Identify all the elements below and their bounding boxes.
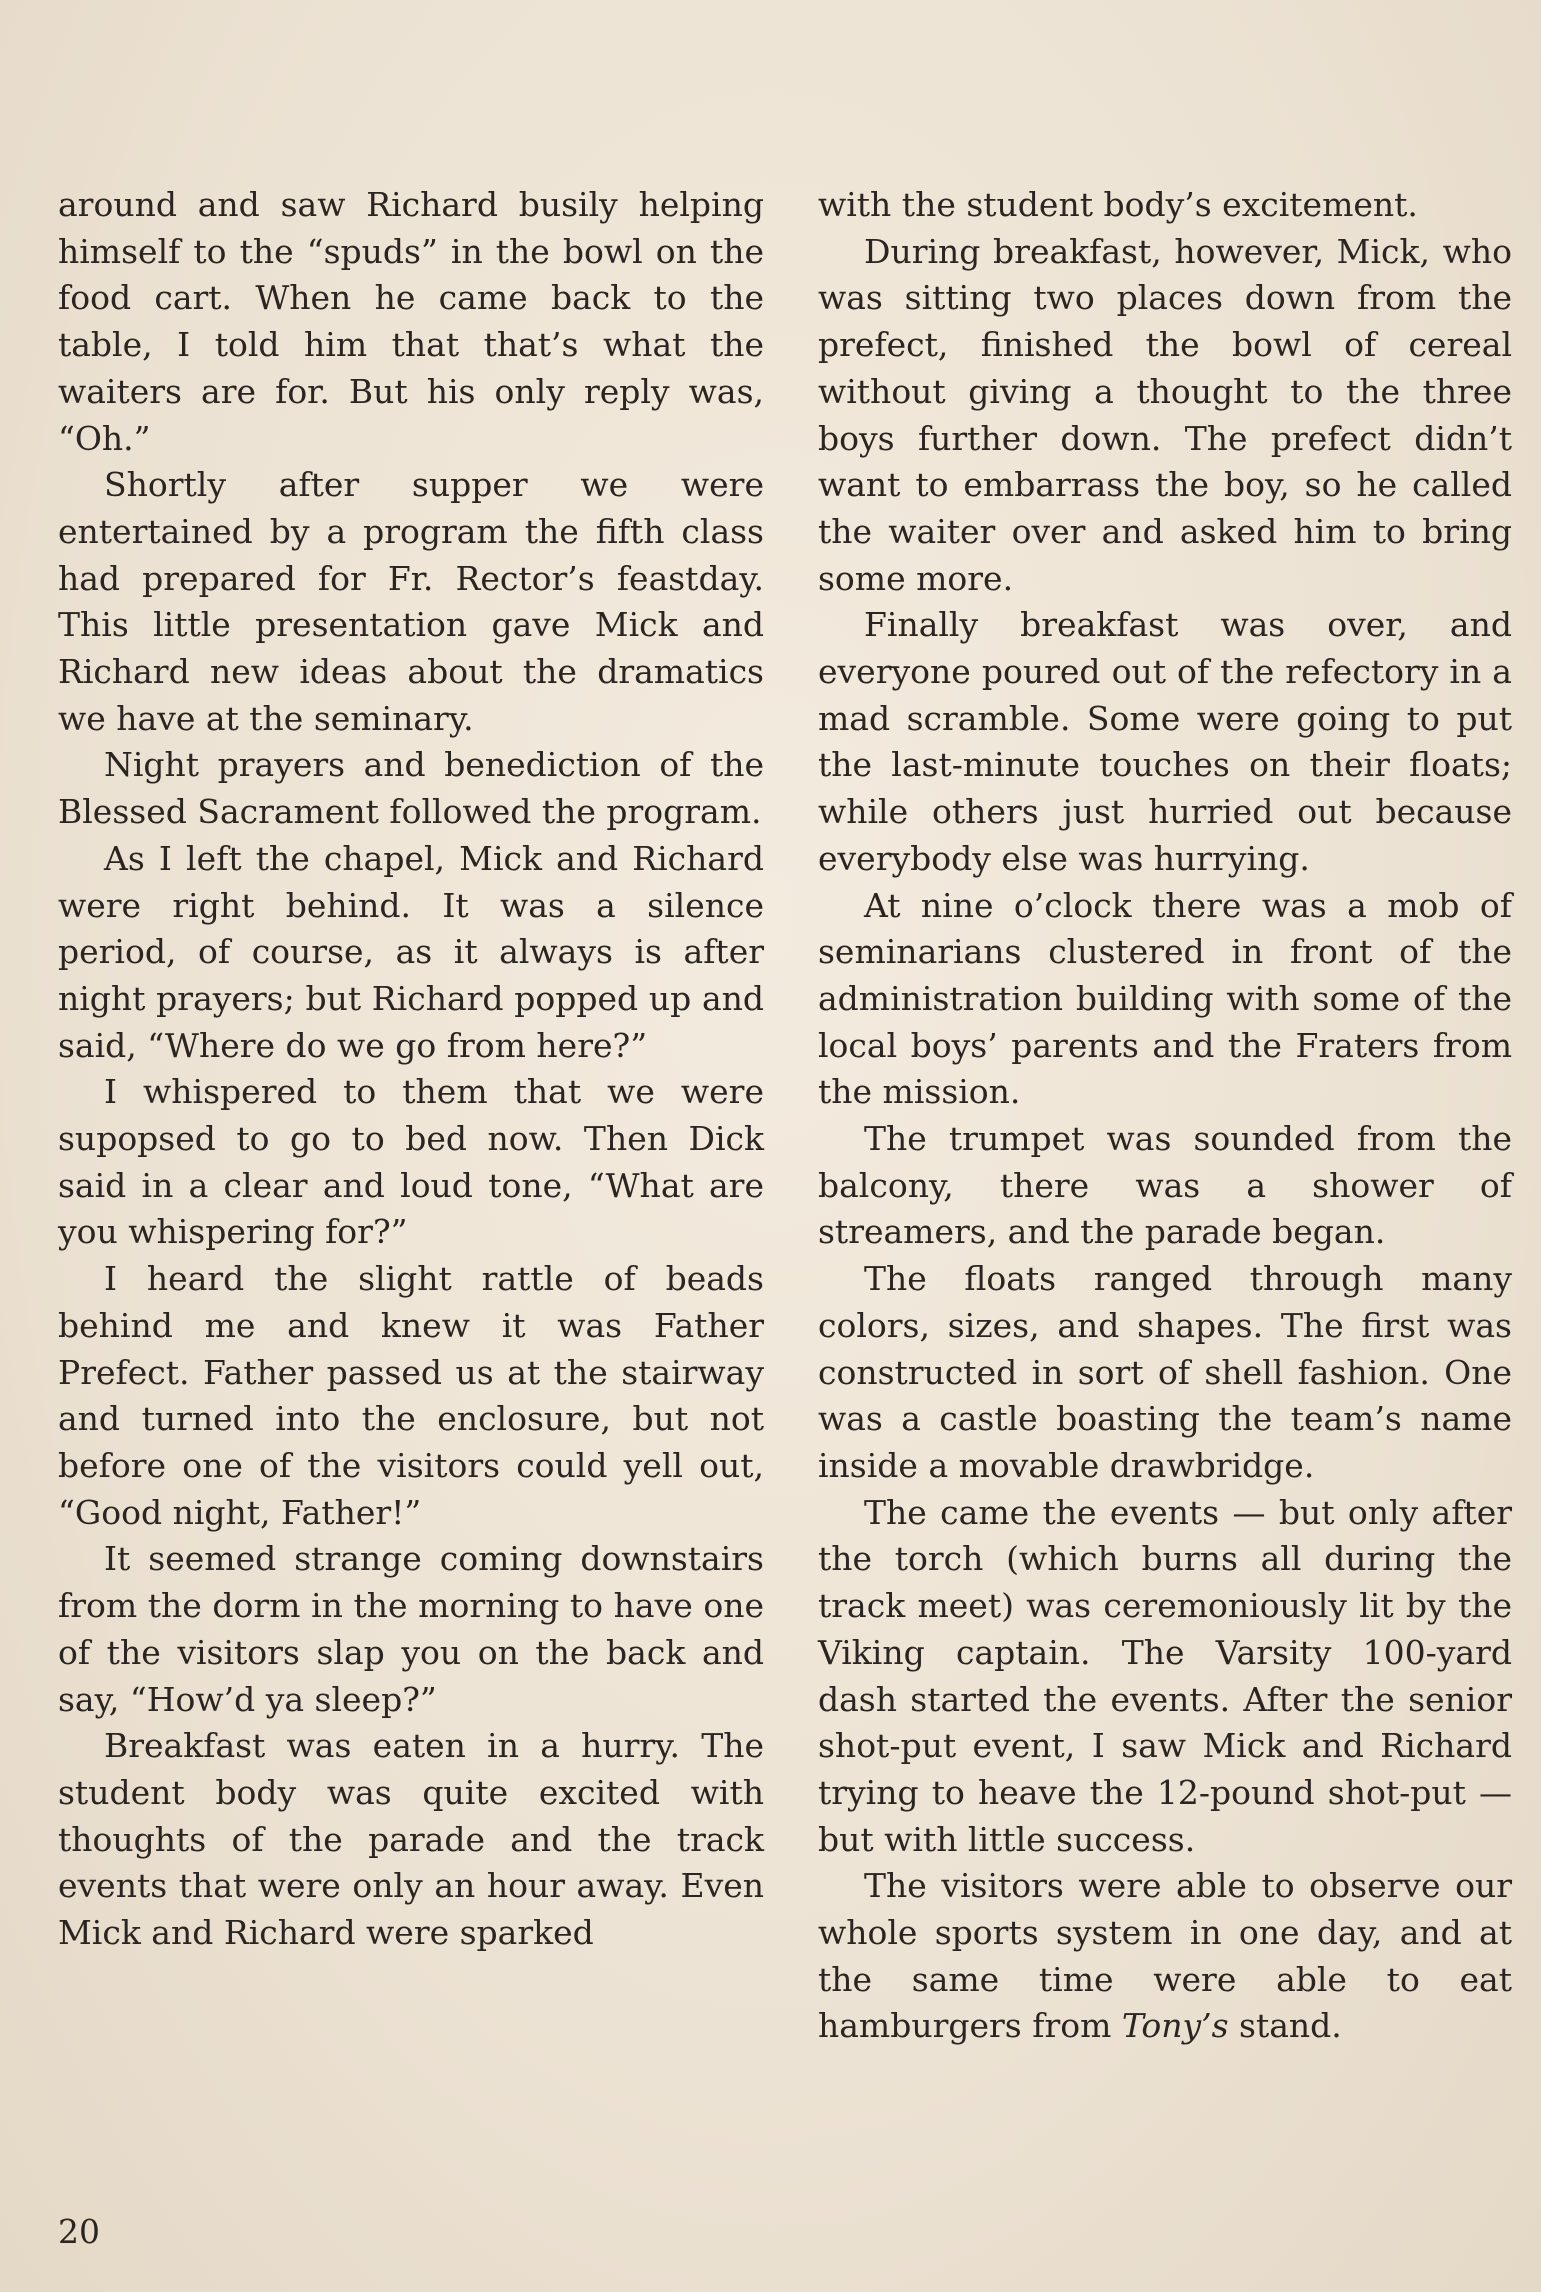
paragraph: around and saw Richard busily helping himself to the “spuds” in the bowl on the food cart. When he came back to the table, I told him that that’s what the waiters are for. But his only reply was, “Oh.” [58, 185, 764, 458]
page-number: 20 [58, 2212, 100, 2251]
right-column [818, 182, 1512, 2050]
paragraph: As I left the chapel, Mick and Richard were right behind. It was a silence period, of course, as it always is after night prayers; but Richard popped up and said, “Where do we go from here?” [58, 838, 764, 1065]
text-run: The visitors were able to observe our whole sports system in one day, and at the same time were able to eat hamburgers from [818, 1866, 1512, 2046]
italic-text-run: Tony’s [1121, 2006, 1229, 2046]
paragraph: with the student body’s excitement. [818, 185, 1418, 224]
paragraph: I whispered to them that we were supopsed to go to bed now. Then Dick said in a clear and loud tone, “What are you whispering for?” [58, 1072, 764, 1252]
paragraph: The came the events — but only after the torch (which burns all during the track meet) was ceremoniously lit by the Viking captain. The Varsity 100-yard dash started the events. After the senior shot-put event, I saw Mick and Richard trying to heave the 12-pound shot-put — but with little success. [818, 1492, 1512, 1859]
paragraph: The trumpet was sounded from the balcony, there was a shower of streamers, and the parade began. [818, 1119, 1512, 1252]
paragraph: Breakfast was eaten in a hurry. The student body was quite excited with thoughts of the parade and the track events that were only an hour away. Even Mick and Richard were sparked [58, 1726, 764, 1953]
paragraph: During breakfast, however, Mick, who was sitting two places down from the prefect, finished the bowl of cereal without giving a thought to the three boys further down. The prefect didn’t want to embarrass the boy, so he called the waiter over and asked him to bring some more. [818, 231, 1512, 598]
paragraph: I heard the slight rattle of beads behind me and knew it was Father Prefect. Father passed us at the stairway and turned into the enclosure, but not before one of the visitors could yell out, “Good night, Father!” [58, 1259, 764, 1532]
paragraph: Finally breakfast was over, and everyone poured out of the refectory in a mad scramble. Some were going to put the last-minute touches on their floats; while others just hurried out because everybody else was hurrying. [818, 605, 1512, 878]
paragraph: Shortly after supper we were entertained by a program the fifth class had prepared for Fr. Rector’s feastday. This little presentation gave Mick and Richard new ideas about the dramatics we have at the seminary. [58, 465, 764, 738]
last-paragraph [818, 1863, 1512, 2050]
left-column [58, 182, 764, 1957]
paragraph: The floats ranged through many colors, sizes, and shapes. The first was constructed in sort of shell fashion. One was a castle boasting the team’s name inside a movable drawbridge. [818, 1259, 1512, 1485]
paragraph: At nine o’clock there was a mob of seminarians clustered in front of the administration building with some of the local boys’ parents and the Fraters from the mission. [818, 885, 1512, 1112]
paragraph: It seemed strange coming downstairs from the dorm in the morning to have one of the visitors slap you on the back and say, “How’d ya sleep?” [58, 1539, 764, 1719]
text-run: stand. [1228, 2006, 1342, 2046]
paragraph: Night prayers and benediction of the Blessed Sacrament followed the program. [58, 745, 764, 832]
